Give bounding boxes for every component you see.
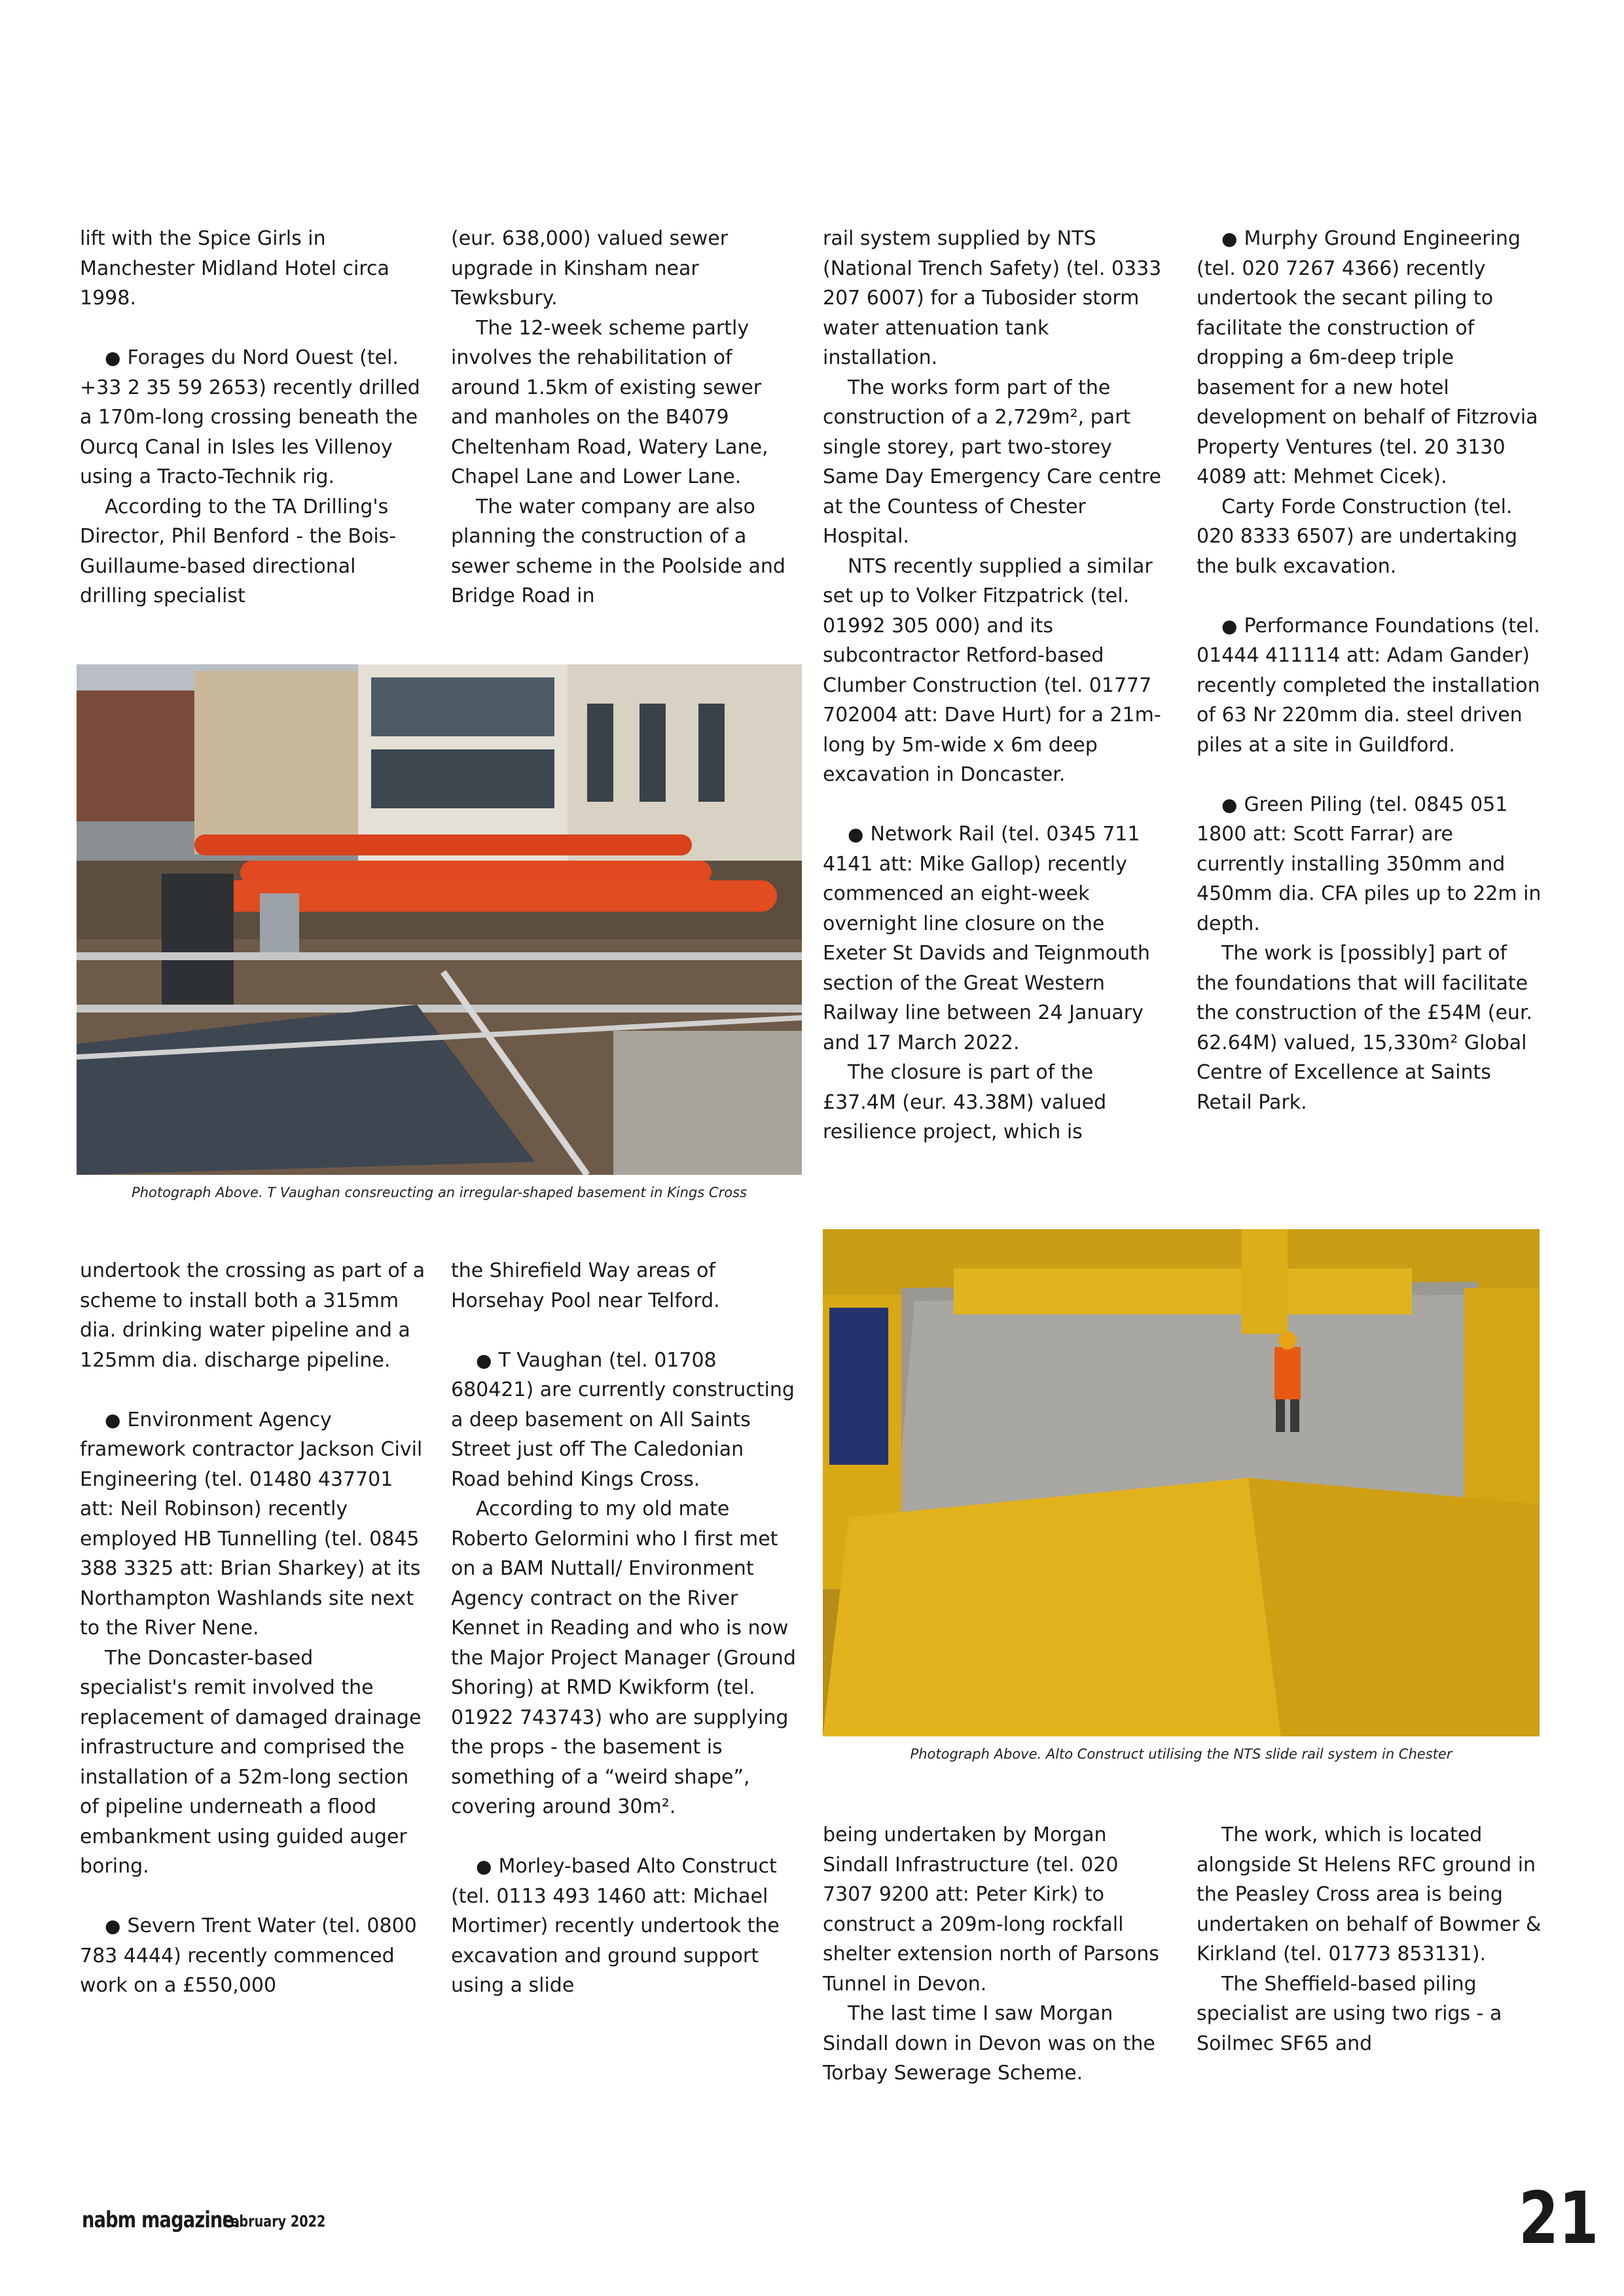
photo-caption: Photograph Above. Alto Construct utilising the NTS slide rail system in Chester [910, 1746, 1453, 1762]
column-4-top [1197, 224, 1542, 1117]
column-2-top [451, 224, 797, 611]
paragraph: The last time I saw Morgan Sindall down in Devon was on the Torbay Sewerage Scheme. [823, 2002, 1155, 2085]
magazine-brand: nabm magazine. [82, 2207, 240, 2233]
paragraph: According to the TA Drilling's Director, Phil Benford - the Bois-Guillaume-based directional drilling specialist [80, 495, 397, 607]
issue-date: February 2022 [223, 2212, 326, 2231]
photo-caption: Photograph Above. T Vaughan consreucting an irregular-shaped basement in Kings Cross [132, 1185, 747, 1200]
paragraph: Carty Forde Construction (tel. 020 8333 6507) are undertaking the bulk excavation. [1197, 495, 1518, 578]
paragraph: NTS recently supplied a similar set up to Volker Fitzpatrick (tel. 01992 305 000) and its subcontractor Retford-based Clumber Construction (tel. 01777 702004 att: Dave Hurt) for a 21m-long by 5m-wide x 6m deep excavation in Doncaster. [823, 554, 1161, 786]
paragraph: rail system supplied by NTS (National Trench Safety) (tel. 0333 207 6007) for a Tubosider storm water attenuation tank installation. [823, 227, 1162, 369]
paragraph: The Sheffield-based piling specialist are using two rigs - a Soilmec SF65 and [1197, 1972, 1502, 2055]
paragraph: The Doncaster-based specialist's remit involved the replacement of damaged drainage infrastructure and comprised the installation of a 52m-long section of pipeline underneath a flood embankment using guided auger boring. [80, 1646, 422, 1878]
paragraph: The closure is part of the £37.4M (eur. 43.38M) valued resilience project, which is [823, 1061, 1107, 1143]
column-1-top [80, 224, 425, 611]
news-item-green-piling: ● Green Piling (tel. 0845 051 1800 att: Scott Farrar) are currently installing 350mm and 450mm dia. CFA piles up to 22m in depth. [1197, 790, 1542, 939]
news-item-severn-trent: ● Severn Trent Water (tel. 0800 783 4444) recently commenced work on a £550,000 [80, 1911, 425, 2001]
news-item-t-vaughan: ● T Vaughan (tel. 01708 680421) are currently constructing a deep basement on All Saints Street just off The Caledonian Road behind Kings Cross. [451, 1346, 797, 1495]
column-2-bottom [451, 1256, 797, 2001]
paragraph: The work, which is located alongside St Helens RFC ground in the Peasley Cross area is being undertaken on behalf of Bowmer & Kirkland (tel. 01773 853131). [1197, 1823, 1542, 1965]
page-number: 21 [1519, 2176, 1599, 2260]
paragraph: undertook the crossing as part of a scheme to install both a 315mm dia. drinking water pipeline and a 125mm dia. discharge pipeline. [80, 1259, 425, 1372]
paragraph: The works form part of the construction of a 2,729m², part single storey, part two-storey Same Day Emergency Care centre at the Countess of Chester Hospital. [823, 376, 1162, 548]
news-item-murphy: ● Murphy Ground Engineering (tel. 020 7267 4366) recently undertook the secant piling to facilitate the construction of dropping a 6m-deep triple basement for a new hotel development on behalf of Fitzrovia Property Ventures (tel. 20 3130 4089 att: Mehmet Cicek). [1197, 224, 1542, 492]
paragraph: being undertaken by Morgan Sindall Infrastructure (tel. 020 7307 9200 att: Peter Kirk) to construct a 209m-long rockfall shelter extension north of Parsons Tunnel in Devon. [823, 1823, 1159, 1996]
news-item-network-rail: ● Network Rail (tel. 0345 711 4141 att: Mike Gallop) recently commenced an eight-week overnight line closure on the Exeter St Davids and Teignmouth section of the Great Western Railway line between 24 January and 17 March 2022. [823, 819, 1168, 1058]
column-3-top [823, 224, 1168, 1147]
news-item-performance-foundations: ● Performance Foundations (tel. 01444 411114 att: Adam Gander) recently completed the installation of 63 Nr 220mm dia. steel driven piles at a site in Guildford. [1197, 611, 1542, 761]
paragraph: According to my old mate Roberto Gelormini who I first met on a BAM Nuttall/ Environment Agency contract on the River Kennet in Reading and who is now the Major Project Manager (Ground Shoring) at RMD Kwikform (tel. 01922 743743) who are supplying the props - the basement is something of a “weird shape”, covering around 30m². [451, 1498, 796, 1818]
photo-chester-slide-rail [823, 1229, 1540, 1736]
column-1-bottom [80, 1256, 425, 2001]
paragraph: lift with the Spice Girls in Manchester Midland Hotel circa 1998. [80, 227, 389, 310]
paragraph: (eur. 638,000) valued sewer upgrade in Kinsham near Tewksbury. [451, 227, 729, 310]
paragraph: the Shirefield Way areas of Horsehay Pool near Telford. [451, 1259, 720, 1312]
news-item-forages: ● Forages du Nord Ouest (tel. +33 2 35 59 2653) recently drilled a 170m-long crossing beneath the Ourcq Canal in Isles les Villenoy using a Tracto-Technik rig. [80, 343, 425, 492]
news-item-environment-agency: ● Environment Agency framework contractor Jackson Civil Engineering (tel. 01480 437701 att: Neil Robinson) recently employed HB Tunnelling (tel. 0845 388 3325 att: Brian Sharkey) at its Northampton Washlands site next to the River Nene. [80, 1405, 425, 1643]
column-4-bottom [1197, 1820, 1542, 2058]
column-3-bottom [823, 1820, 1168, 2089]
news-item-alto-construct: ● Morley-based Alto Construct (tel. 0113 493 1460 att: Michael Mortimer) recently undertook the excavation and ground support using a slide [451, 1852, 797, 2001]
paragraph: The work is [possibly] part of the foundations that will facilitate the construction of the £54M (eur. 62.64M) valued, 15,330m² Global Centre of Excellence at Saints Retail Park. [1197, 942, 1533, 1114]
paragraph: The 12-week scheme partly involves the rehabilitation of around 1.5km of existing sewer and manholes on the B4079 Cheltenham Road, Watery Lane, Chapel Lane and Lower Lane. [451, 316, 768, 488]
paragraph: The water company are also planning the construction of a sewer scheme in the Poolside and Bridge Road in [451, 495, 785, 607]
photo-kings-cross-basement [77, 664, 802, 1175]
